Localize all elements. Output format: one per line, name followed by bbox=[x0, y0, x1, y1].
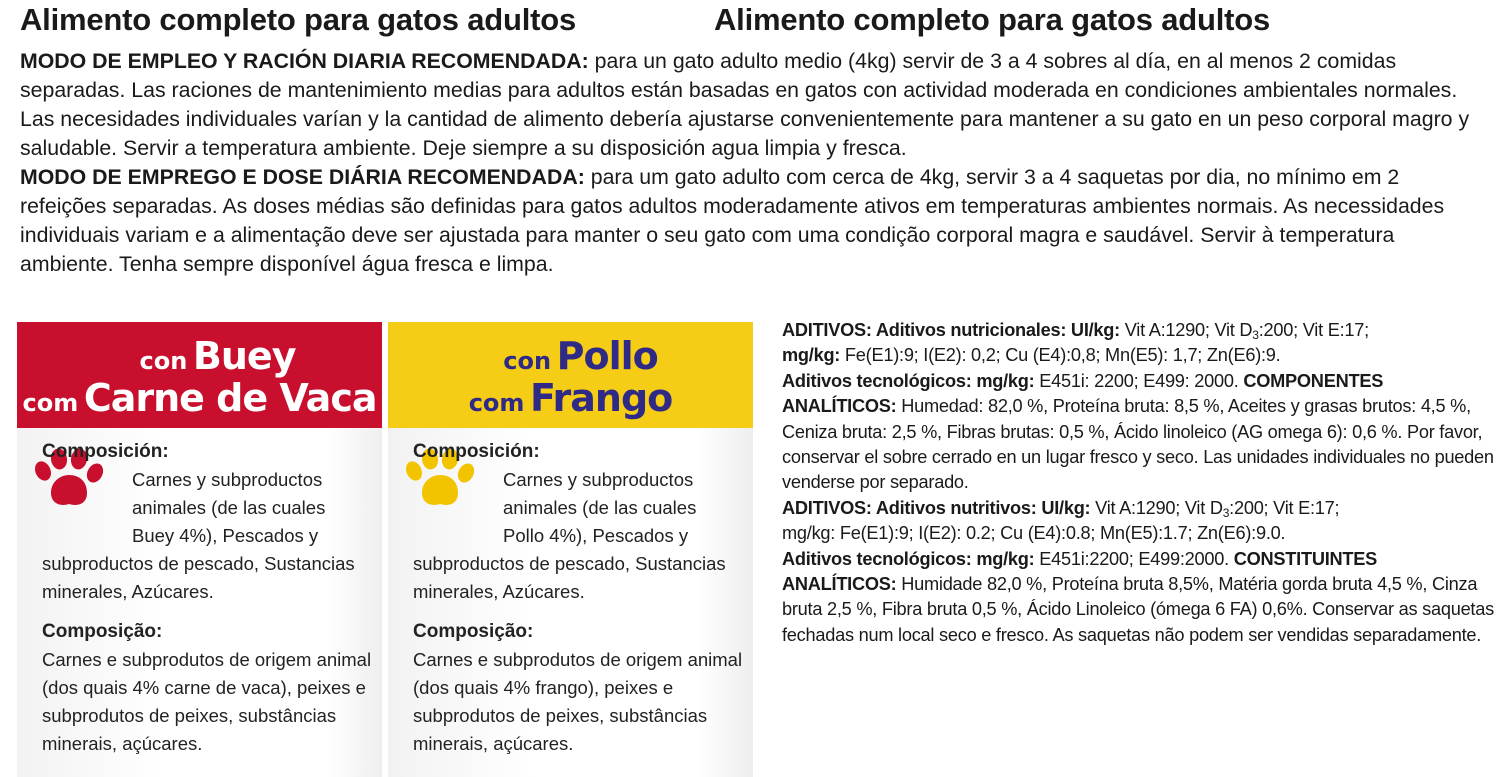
beef-banner-com: com bbox=[22, 389, 79, 417]
additives-pt-d3-sub: 3 bbox=[1222, 505, 1230, 520]
usage-pt-text: para um gato adulto com cerca de 4kg, servir 3 a 4 saquetas por dia, no mínimo em 2 refeições separadas. As doses médias são definidas para gatos adultos moderadamente ativos em temperaturas ambientes normais. As necessidades individuais variam e a alimentação deve ser ajustada para manter o seu gato com uma condição corporal magra e saudável. Servir à temperatura ambiente. Tenha sempre disponível água fresca e limpa. bbox=[20, 165, 1445, 276]
additives-es bbox=[782, 318, 1494, 496]
beef-composition-es bbox=[42, 438, 377, 606]
additives-pt bbox=[782, 496, 1494, 648]
chicken-banner-com: com bbox=[468, 389, 525, 417]
chicken-comp-es-line-2: animales (de las cuales bbox=[503, 497, 697, 518]
additives-es-tech-label: Aditivos tecnológicos: mg/kg: bbox=[782, 370, 1035, 391]
additives-column bbox=[782, 318, 1494, 648]
chicken-comp-es-line-3: Pollo 4%), Pescados y bbox=[503, 525, 689, 546]
usage-instructions bbox=[20, 47, 1490, 279]
additives-es-analytics-text: Humedad: 82,0 %, Proteína bruta: 8,5 %, Aceites y grasas brutos: 4,5 %, Ceniza bruta: 2,5 %, Fibras brutas: 0,5 %, Ácido linoleico (AG omega 6): 0,6 %. Por favor, conservar el sobre cerrado en un lugar fresco y seco. Las unidades individuales no pueden venderse por separado. bbox=[782, 396, 1494, 493]
chicken-variant-card bbox=[388, 322, 753, 777]
beef-comp-es-rest: subproductos de pescado, Sustancias minerales, Azúcares. bbox=[42, 553, 355, 602]
additives-pt-analytics-label: CONSTITUINTES ANALÍTICOS: bbox=[782, 548, 1378, 595]
beef-comp-pt-text: Carnes e subprodutos de origem animal (dos quais 4% carne de vaca), peixes e subprodutos de peixes, substâncias minerais, açúcares. bbox=[42, 649, 372, 754]
beef-comp-es-line-3: Buey 4%), Pescados y bbox=[132, 525, 319, 546]
chicken-banner-con: con bbox=[503, 347, 552, 375]
chicken-composition-es bbox=[413, 438, 748, 606]
beef-composition-pt bbox=[42, 618, 377, 758]
chicken-composition-pt bbox=[413, 618, 748, 758]
beef-comp-es-line-1: Carnes y subproductos bbox=[132, 469, 323, 490]
usage-es-heading: MODO DE EMPLEO Y RACIÓN DIARIA RECOMENDADA: bbox=[20, 49, 589, 73]
chicken-banner bbox=[388, 322, 753, 428]
chicken-banner-frango: Frango bbox=[530, 376, 673, 420]
additives-es-vit-e: :200; Vit E:17; bbox=[1258, 320, 1369, 340]
additives-pt-tech-values: E451i:2200; E499:2000. bbox=[1034, 548, 1234, 569]
additives-es-mgkg-label: mg/kg: bbox=[782, 345, 841, 366]
beef-banner-line-1 bbox=[17, 334, 400, 378]
chicken-comp-es-line-1: Carnes y subproductos bbox=[503, 469, 694, 490]
additives-es-nutritional-label: ADITIVOS: Aditivos nutricionales: UI/kg: bbox=[782, 320, 1120, 340]
additives-es-minerals: Fe(E1):9; I(E2): 0,2; Cu (E4):0,8; Mn(E5): 1,7; Zn(E6):9. bbox=[840, 345, 1281, 366]
additives-es-d3-sub: 3 bbox=[1252, 328, 1259, 342]
chicken-comp-pt-text: Carnes e subprodutos de origem animal (dos quais 4% frango), peixes e subprodutos de peixes, substâncias minerais, açúcares. bbox=[413, 649, 743, 754]
beef-banner-con: con bbox=[139, 347, 188, 375]
title-spanish: Alimento completo para gatos adultos bbox=[20, 2, 577, 37]
additives-pt-vit-e: :200; Vit E:17; bbox=[1229, 497, 1340, 518]
beef-variant-card bbox=[17, 322, 382, 777]
usage-es-text: para un gato adulto medio (4kg) servir de 3 a 4 sobres al día, en al menos 2 comidas separadas. Las raciones de mantenimiento medias para adultos están basadas en gatos con actividad moderada en condiciones ambientales normales. Las necesidades individuales varían y la cantidad de alimento debería ajustarse convenientemente para mantener a su gato en un peso corporal magro y saludable. Servir a temperatura ambiente. Deje siempre a su disposición agua limpia y fresca. bbox=[20, 49, 1470, 160]
additives-pt-nutritional-label: ADITIVOS: Aditivos nutritivos: UI/kg: bbox=[782, 497, 1091, 518]
chicken-banner-line-1 bbox=[388, 334, 763, 378]
additives-es-vit-a: Vit A:1290; Vit D bbox=[1119, 320, 1253, 340]
beef-comp-es-line-2: animales (de las cuales bbox=[132, 497, 326, 518]
beef-banner-buey: Buey bbox=[192, 334, 296, 378]
beef-banner-line-2 bbox=[17, 376, 382, 420]
usage-pt bbox=[20, 163, 1490, 279]
chicken-banner-pollo: Pollo bbox=[556, 334, 658, 378]
chicken-comp-es-rest: subproductos de pescado, Sustancias minerales, Azúcares. bbox=[413, 553, 726, 602]
usage-pt-heading: MODO DE EMPREGO E DOSE DIÁRIA RECOMENDADA: bbox=[20, 165, 585, 189]
chicken-banner-line-2 bbox=[388, 376, 753, 420]
additives-pt-tech-label: Aditivos tecnológicos: mg/kg: bbox=[782, 548, 1035, 569]
beef-banner bbox=[17, 322, 382, 428]
beef-composition-es-title: Composición: bbox=[42, 441, 169, 462]
additives-es-tech-values: E451i: 2200; E499: 2000. bbox=[1034, 370, 1244, 391]
beef-composition-pt-title: Composição: bbox=[42, 621, 163, 642]
additives-pt-minerals: mg/kg: Fe(E1):9; I(E2): 0.2; Cu (E4):0.8; Mn(E5):1.7; Zn(E6):9.0. bbox=[782, 523, 1286, 544]
additives-pt-vit-a: Vit A:1290; Vit D bbox=[1090, 497, 1223, 518]
beef-banner-carne-de-vaca: Carne de Vaca bbox=[83, 376, 377, 420]
additives-es-analytics-label: COMPONENTES ANALÍTICOS: bbox=[782, 370, 1384, 417]
usage-es bbox=[20, 47, 1490, 163]
title-portuguese: Alimento completo para gatos adultos bbox=[714, 2, 1271, 37]
chicken-composition-pt-title: Composição: bbox=[413, 621, 534, 642]
chicken-composition-es-title: Composición: bbox=[413, 441, 540, 462]
additives-pt-analytics-text: Humidade 82,0 %, Proteína bruta 8,5%, Matéria gorda bruta 4,5 %, Cinza bruta 2,5 %, Fibra bruta 0,5 %, Ácido Linoleico (ómega 6 FA) 0,6%. Conservar as saquetas fechadas num local seco e fresco. As saquetas não podem ser vendidas separadamente. bbox=[782, 574, 1494, 645]
